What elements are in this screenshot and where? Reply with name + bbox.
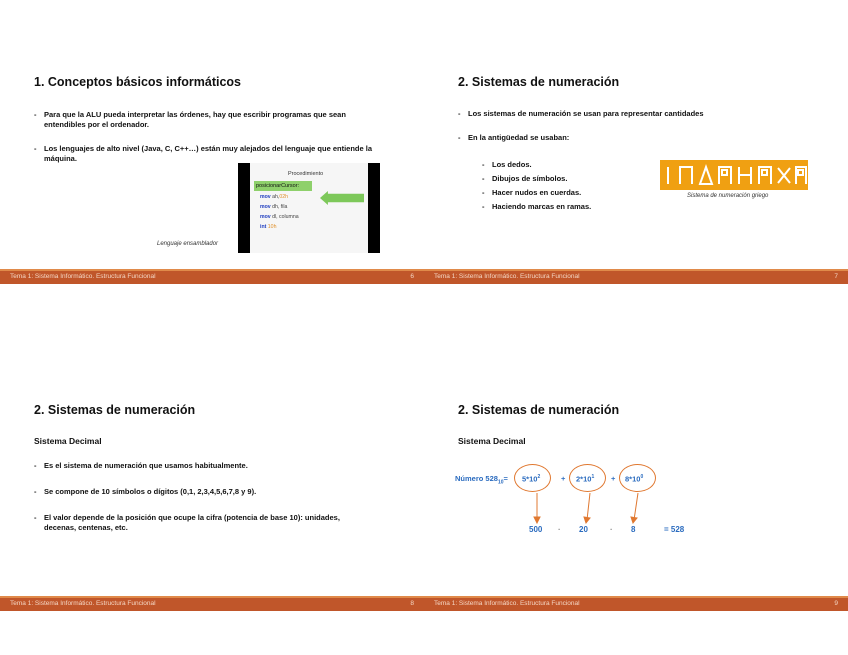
sub-bullet-item: - Hacer nudos en cuerdas. bbox=[482, 186, 591, 200]
slide-title: 1. Conceptos básicos informáticos bbox=[34, 75, 241, 89]
sub-bullet-list bbox=[482, 158, 591, 214]
arrow-icon bbox=[320, 191, 364, 205]
page-number: 7 bbox=[834, 273, 838, 280]
bullet-list bbox=[458, 109, 798, 157]
footer-text: Tema 1: Sistema Informático. Estructura Funcional bbox=[434, 600, 580, 607]
slide-footer bbox=[0, 269, 424, 284]
procedure-label: posicionarCursor: bbox=[254, 181, 312, 191]
sub-bullet-item: - Los dedos. bbox=[482, 158, 591, 172]
footer-text: Tema 1: Sistema Informático. Estructura Funcional bbox=[434, 273, 580, 280]
page-number: 8 bbox=[410, 600, 414, 607]
bullet-item: - El valor depende de la posición que ocupe la cifra (potencia de base 10): unidades, decenas, centenas, etc. bbox=[34, 513, 364, 533]
slide-subtitle: Sistema Decimal bbox=[34, 436, 102, 446]
page-number: 9 bbox=[834, 600, 838, 607]
bullet-item: - Los sistemas de numeración se usan para representar cantidades bbox=[458, 109, 798, 119]
term: $2*10^1$ bbox=[576, 474, 595, 484]
separator-dot: · bbox=[558, 525, 561, 534]
footer-text: Tema 1: Sistema Informático. Estructura Funcional bbox=[10, 600, 156, 607]
slide-subtitle: Sistema Decimal bbox=[458, 436, 526, 446]
plus-sign: + bbox=[611, 474, 616, 483]
slide-footer bbox=[0, 596, 424, 611]
slide-footer bbox=[424, 269, 848, 284]
slide-title: 2. Sistemas de numeración bbox=[458, 75, 620, 89]
bullet-item: - Se compone de 10 símbolos o dígitos (0,1, 2,3,4,5,6,7,8 y 9). bbox=[34, 487, 364, 497]
plus-sign: + bbox=[561, 474, 566, 483]
sub-bullet-item: - Haciendo marcas en ramas. bbox=[482, 200, 591, 214]
total-result: = 528 bbox=[664, 525, 685, 534]
greek-numerals-image bbox=[660, 160, 808, 190]
image-caption: Lenguaje ensamblador bbox=[157, 241, 219, 247]
sub-bullet-item: - Dibujos de símbolos. bbox=[482, 172, 591, 186]
greek-numerals-icon bbox=[660, 160, 808, 190]
code-line: mov ah,02h bbox=[260, 194, 288, 200]
page-number: 6 bbox=[410, 273, 414, 280]
term: $5*10^2$ bbox=[522, 474, 541, 484]
code-line: mov dh, fila bbox=[260, 204, 288, 210]
slide-title: 2. Sistemas de numeración bbox=[34, 403, 196, 417]
slide-9 bbox=[424, 327, 848, 654]
partial-result: 8 bbox=[631, 525, 636, 534]
term: $8*10^0$ bbox=[625, 474, 644, 484]
code-line: int 10h bbox=[260, 224, 277, 230]
slide-footer bbox=[424, 596, 848, 611]
slide-8 bbox=[0, 327, 424, 654]
bullet-item: - En la antigüedad se usaban: bbox=[458, 133, 798, 143]
partial-result: 500 bbox=[529, 525, 543, 534]
code-line: mov dl, columna bbox=[260, 214, 299, 220]
slide-title: 2. Sistemas de numeración bbox=[458, 403, 620, 417]
footer-text: Tema 1: Sistema Informático. Estructura Funcional bbox=[10, 273, 156, 280]
bullet-list bbox=[34, 461, 364, 547]
partial-result: 20 bbox=[579, 525, 588, 534]
separator-dot: · bbox=[610, 525, 613, 534]
bullet-item: - Es el sistema de numeración que usamos habitualmente. bbox=[34, 461, 364, 471]
procedure-heading: Procedimiento bbox=[288, 171, 324, 177]
bullet-item: - Los lenguajes de alto nivel (Java, C, C++…) están muy alejados del lenguaje que entiende la máquina. bbox=[34, 144, 374, 164]
slide-6 bbox=[0, 0, 424, 327]
image-caption: Sistema de numeración griego bbox=[687, 193, 769, 199]
bullet-item: - Para que la ALU pueda interpretar las órdenes, hay que escribir programas que sean entendibles por el ordenador. bbox=[34, 110, 374, 130]
assembly-code-image bbox=[238, 163, 380, 253]
number-label: Número $528_{10}=$ bbox=[455, 474, 508, 486]
